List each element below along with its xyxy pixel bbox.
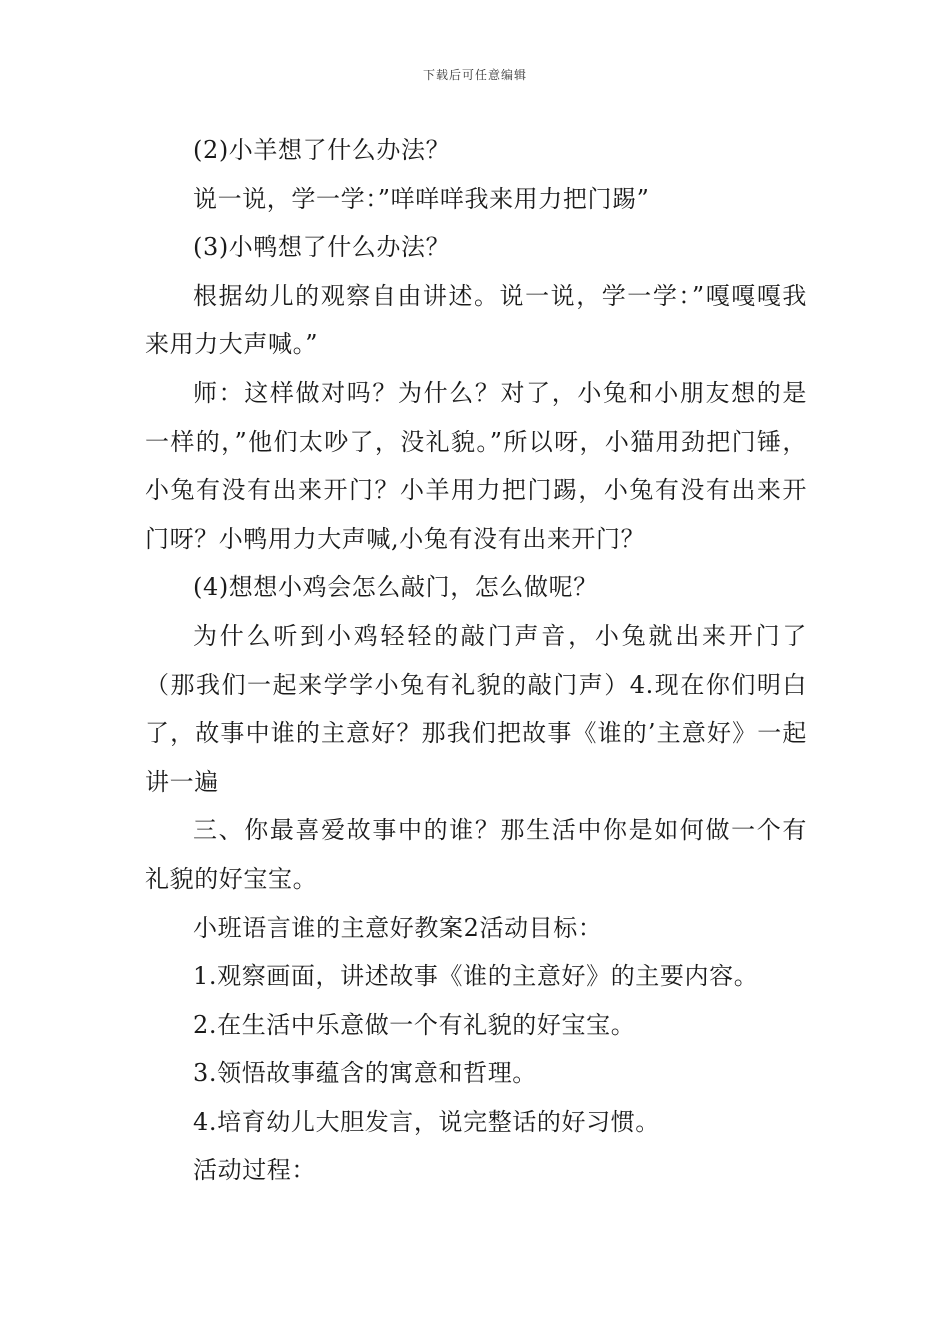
- paragraph-chick-idea: (4)想想小鸡会怎么敲门，怎么做呢？: [193, 573, 598, 602]
- paragraph-sheep-chant: 说一说，学一学：”咩咩咩我来用力把门踢”: [193, 184, 650, 213]
- paragraph-duck-chant: 根据幼儿的观察自由讲述。说一说，学一学：”嘎嘎嘎我来用力大声喊。”: [145, 281, 807, 359]
- paragraph-lesson-plan-2-goals: 小班语言谁的主意好教案2活动目标：: [193, 913, 603, 942]
- paragraph-polite-knock: 为什么听到小鸡轻轻的敲门声音，小兔就出来开门了（那我们一起来学学小兔有礼貌的敲门声）4.现在你们明白了，故事中谁的主意好？那我们把故事《谁的’主意好》一起讲一遍: [145, 621, 807, 796]
- paragraph-duck-idea: (3)小鸭想了什么办法？: [193, 233, 451, 262]
- paragraph-activity-process: 活动过程：: [193, 1156, 316, 1185]
- document-body: [145, 126, 807, 1195]
- paragraph-goal-1: 1.观察画面，讲述故事《谁的主意好》的主要内容。: [193, 962, 759, 991]
- paragraph-goal-4: 4.培育幼儿大胆发言，说完整话的好习惯。: [193, 1107, 660, 1136]
- paragraph-favorite-character: 三、你最喜爱故事中的谁？那生活中你是如何做一个有礼貌的好宝宝。: [145, 816, 807, 893]
- page-header: 下载后可任意编辑: [422, 68, 527, 82]
- paragraph-goal-3: 3.领悟故事蕴含的寓意和哲理。: [193, 1059, 537, 1088]
- paragraph-goal-2: 2.在生活中乐意做一个有礼貌的好宝宝。: [193, 1010, 636, 1039]
- paragraph-sheep-idea: (2)小羊想了什么办法？: [193, 136, 451, 164]
- paragraph-teacher-discussion: 师：这样做对吗？为什么？对了，小兔和小朋友想的是一样的，”他们太吵了，没礼貌。”所以呀，小猫用劲把门锤，小兔有没有出来开门？小羊用力把门踢，小兔有没有出来开门呀？小鸭用力大声喊,小兔有没有出来开门？: [145, 378, 807, 553]
